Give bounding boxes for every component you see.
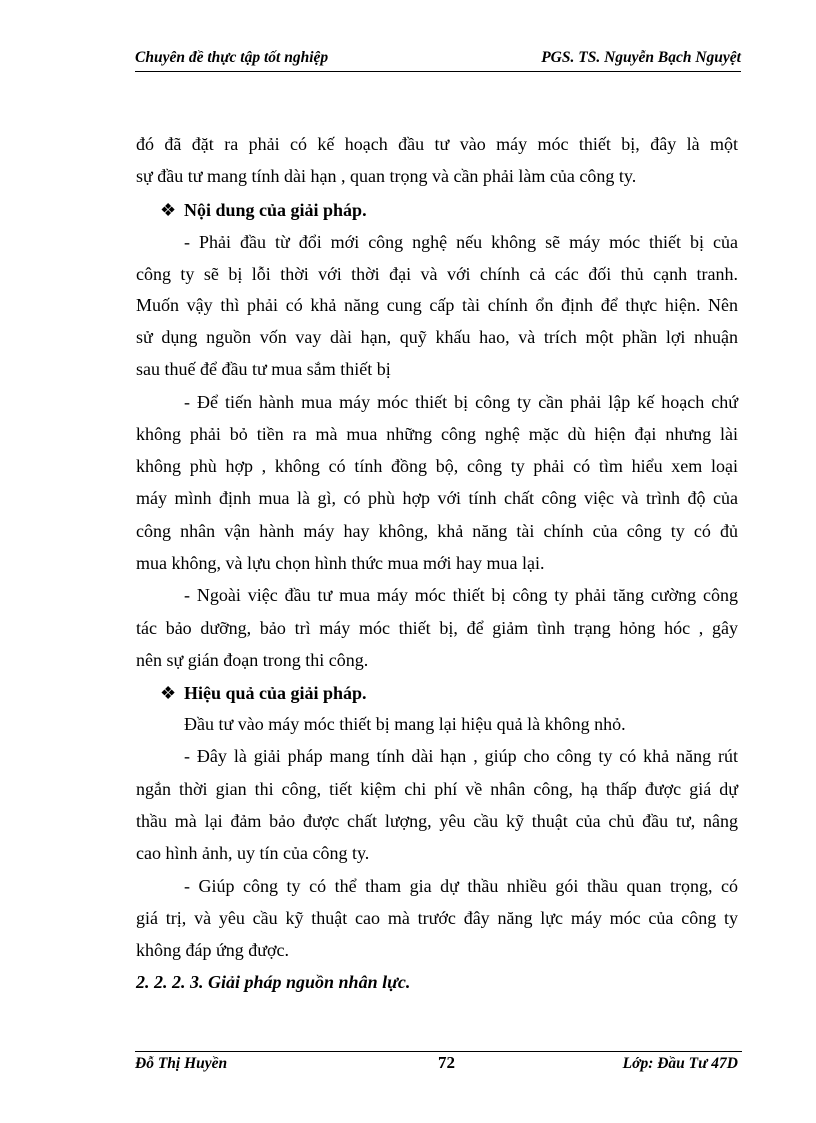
text-line: - Ngoài việc đầu tư mua máy móc thiết bị công ty phải tăng cường công xyxy=(184,585,738,605)
text-line: máy mình định mua là gì, có phù hợp với tính chất công việc và trình độ của xyxy=(136,488,738,508)
text-line: thầu mà lại đảm bảo được chất lượng, yêu cầu kỹ thuật của chủ đầu tư, nâng xyxy=(136,811,738,831)
footer-divider xyxy=(135,1051,742,1052)
bullet-heading-effect xyxy=(160,681,367,705)
text-line: - Phải đầu từ đổi mới công nghệ nếu không sẽ máy móc thiết bị của xyxy=(184,232,738,252)
diamond-bullet-icon: ❖ xyxy=(160,683,177,703)
footer-class: Lớp: Đầu Tư 47D xyxy=(622,1055,738,1072)
text-line: sau thuế để đầu tư mua sắm thiết bị xyxy=(136,359,391,379)
text-line: Muốn vậy thì phải có khả năng cung cấp tài chính ổn định để thực hiện. Nên xyxy=(136,295,738,315)
section-heading: 2. 2. 2. 3. Giải pháp nguồn nhân lực. xyxy=(136,972,411,992)
text-line: không đáp ứng được. xyxy=(136,940,290,960)
header-document-title: Chuyên đề thực tập tốt nghiệp xyxy=(135,49,329,66)
page-header xyxy=(135,49,741,72)
text-line: nên sự gián đoạn trong thi công. xyxy=(136,650,369,670)
diamond-bullet-icon: ❖ xyxy=(160,200,177,220)
footer-author: Đỗ Thị Huyền xyxy=(135,1055,228,1072)
text-line: đó đã đặt ra phải có kế hoạch đầu tư vào máy móc thiết bị, đây là một xyxy=(136,134,738,154)
text-line: sự đầu tư mang tính dài hạn , quan trọng và cần phải làm của công ty. xyxy=(136,166,637,186)
text-line: Đầu tư vào máy móc thiết bị mang lại hiệu quả là không nhỏ. xyxy=(184,714,626,734)
text-line: - Đây là giải pháp mang tính dài hạn , giúp cho công ty có khả năng rút xyxy=(184,746,738,766)
heading-text: Hiệu quả của giải pháp. xyxy=(184,683,367,703)
text-line: sử dụng nguồn vốn vay dài hạn, quỹ khấu hao, và trích một phần lợi nhuận xyxy=(136,327,738,347)
page-number: 72 xyxy=(438,1053,455,1072)
text-line: mua không, và lựu chọn hình thức mua mới hay mua lại. xyxy=(136,553,545,573)
text-line: công nhân vận hành máy hay không, khả năng tài chính của công ty có đủ xyxy=(136,521,738,541)
text-line: không phải bỏ tiền ra mà mua những công nghệ mặc dù hiện đại nhưng lài xyxy=(136,424,738,444)
text-line: giá trị, và yêu cầu kỹ thuật cao mà trước đây năng lực máy móc của công ty xyxy=(136,908,738,928)
text-line: ngắn thời gian thi công, tiết kiệm chi phí về nhân công, hạ thấp được giá dự xyxy=(136,779,738,799)
text-line: công ty sẽ bị lỗi thời với thời đại và với chính cả các đối thủ cạnh tranh. xyxy=(136,264,738,284)
text-line: - Để tiến hành mua máy móc thiết bị công ty cần phải lập kế hoạch chứ xyxy=(184,392,738,412)
text-line: tác bảo dưỡng, bảo trì máy móc thiết bị, để giảm tình trạng hỏng hóc , gây xyxy=(136,618,738,638)
text-line: cao hình ảnh, uy tín của công ty. xyxy=(136,843,370,863)
header-supervisor: PGS. TS. Nguyễn Bạch Nguyệt xyxy=(541,49,741,66)
text-line: - Giúp công ty có thể tham gia dự thầu nhiều gói thầu quan trọng, có xyxy=(184,876,738,896)
bullet-heading-content xyxy=(160,198,367,222)
text-line: không phù hợp , không có tính đồng bộ, công ty phải có tìm hiểu xem loại xyxy=(136,456,738,476)
heading-text: Nội dung của giải pháp. xyxy=(184,200,367,220)
